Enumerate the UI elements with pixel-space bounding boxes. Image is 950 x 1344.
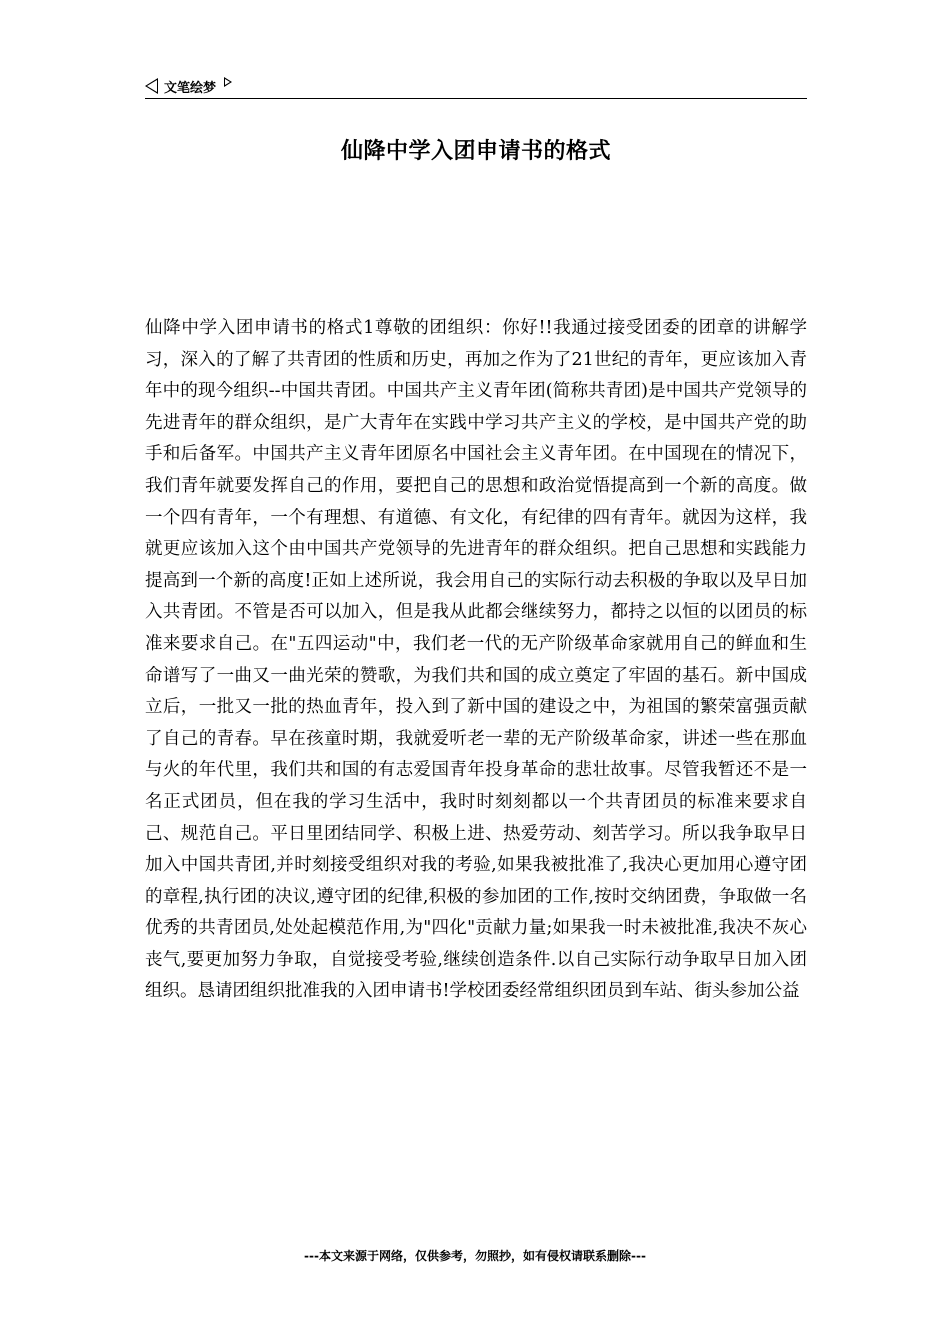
document-body: 仙降中学入团申请书的格式1尊敬的团组织：你好!!我通过接受团委的团章的讲解学习，深入的了解了共青团的性质和历史，再加之作为了21世纪的青年，更应该加入青年中的现今组织--中国共青团。中国共产主义青年团(简称共青团)是中国共产党领导的先进青年的群众组织，是广大青年在实践中学习共产主义的学校，是中国共产党的助手和后备军。中国共产主义青年团原名中国社会主义青年团。在中国现在的情况下，我们青年就要发挥自己的作用，要把自己的思想和政治觉悟提高到一个新的高度。做一个四有青年，一个有理想、有道德、有文化，有纪律的四有青年。就因为这样，我就更应该加入这个由中国共产党领导的先进青年的群众组织。把自己思想和实践能力提高到一个新的高度!正如上述所说，我会用自己的实际行动去积极的争取以及早日加入共青团。不管是否可以加入，但是我从此都会继续努力，都持之以恒的以团员的标准来要求自己。在"五四运动"中，我们老一代的无产阶级革命家就用自己的鲜血和生命谱写了一曲又一曲光荣的赞歌，为我们共和国的成立奠定了牢固的基石。新中国成立后，一批又一批的热血青年，投入到了新中国的建设之中，为祖国的繁荣富强贡献了自己的青春。早在孩童时期，我就爱听老一辈的无产阶级革命家，讲述一些在那血与火的年代里，我们共和国的有志爱国青年投身革命的悲壮故事。尽管我暂还不是一名正式团员，但在我的学习生活中，我时时刻刻都以一个共青团员的标准来要求自己、规范自己。平日里团结同学、积极上进、热爱劳动、刻苦学习。所以我争取早日加入中国共青团,并时刻接受组织对我的考验,如果我被批准了,我决心更加用心遵守团的章程,执行团的决议,遵守团的纪律,积极的参加团的工作,按时交纳团费，争取做一名优秀的共青团员,处处起模范作用,为"四化"贡献力量;如果我一时未被批准,我决不灰心丧气,要更加努力争取，自觉接受考验,继续创造条件.以自己实际行动争取早日加入团组织。恳请团组织批准我的入团申请书!学校团委经常组织团员到车站、街头参加公益 bbox=[145, 318, 807, 1002]
footer-notice: ---本文来源于网络，仅供参考，勿照抄，如有侵权请联系删除--- bbox=[304, 1249, 646, 1263]
brand-label: 文笔绘梦 bbox=[164, 80, 217, 96]
document-title: 仙降中学入团申请书的格式 bbox=[340, 139, 611, 164]
triangle-left-icon bbox=[145, 78, 158, 94]
triangle-right-icon bbox=[224, 77, 232, 87]
page-header bbox=[145, 74, 807, 99]
